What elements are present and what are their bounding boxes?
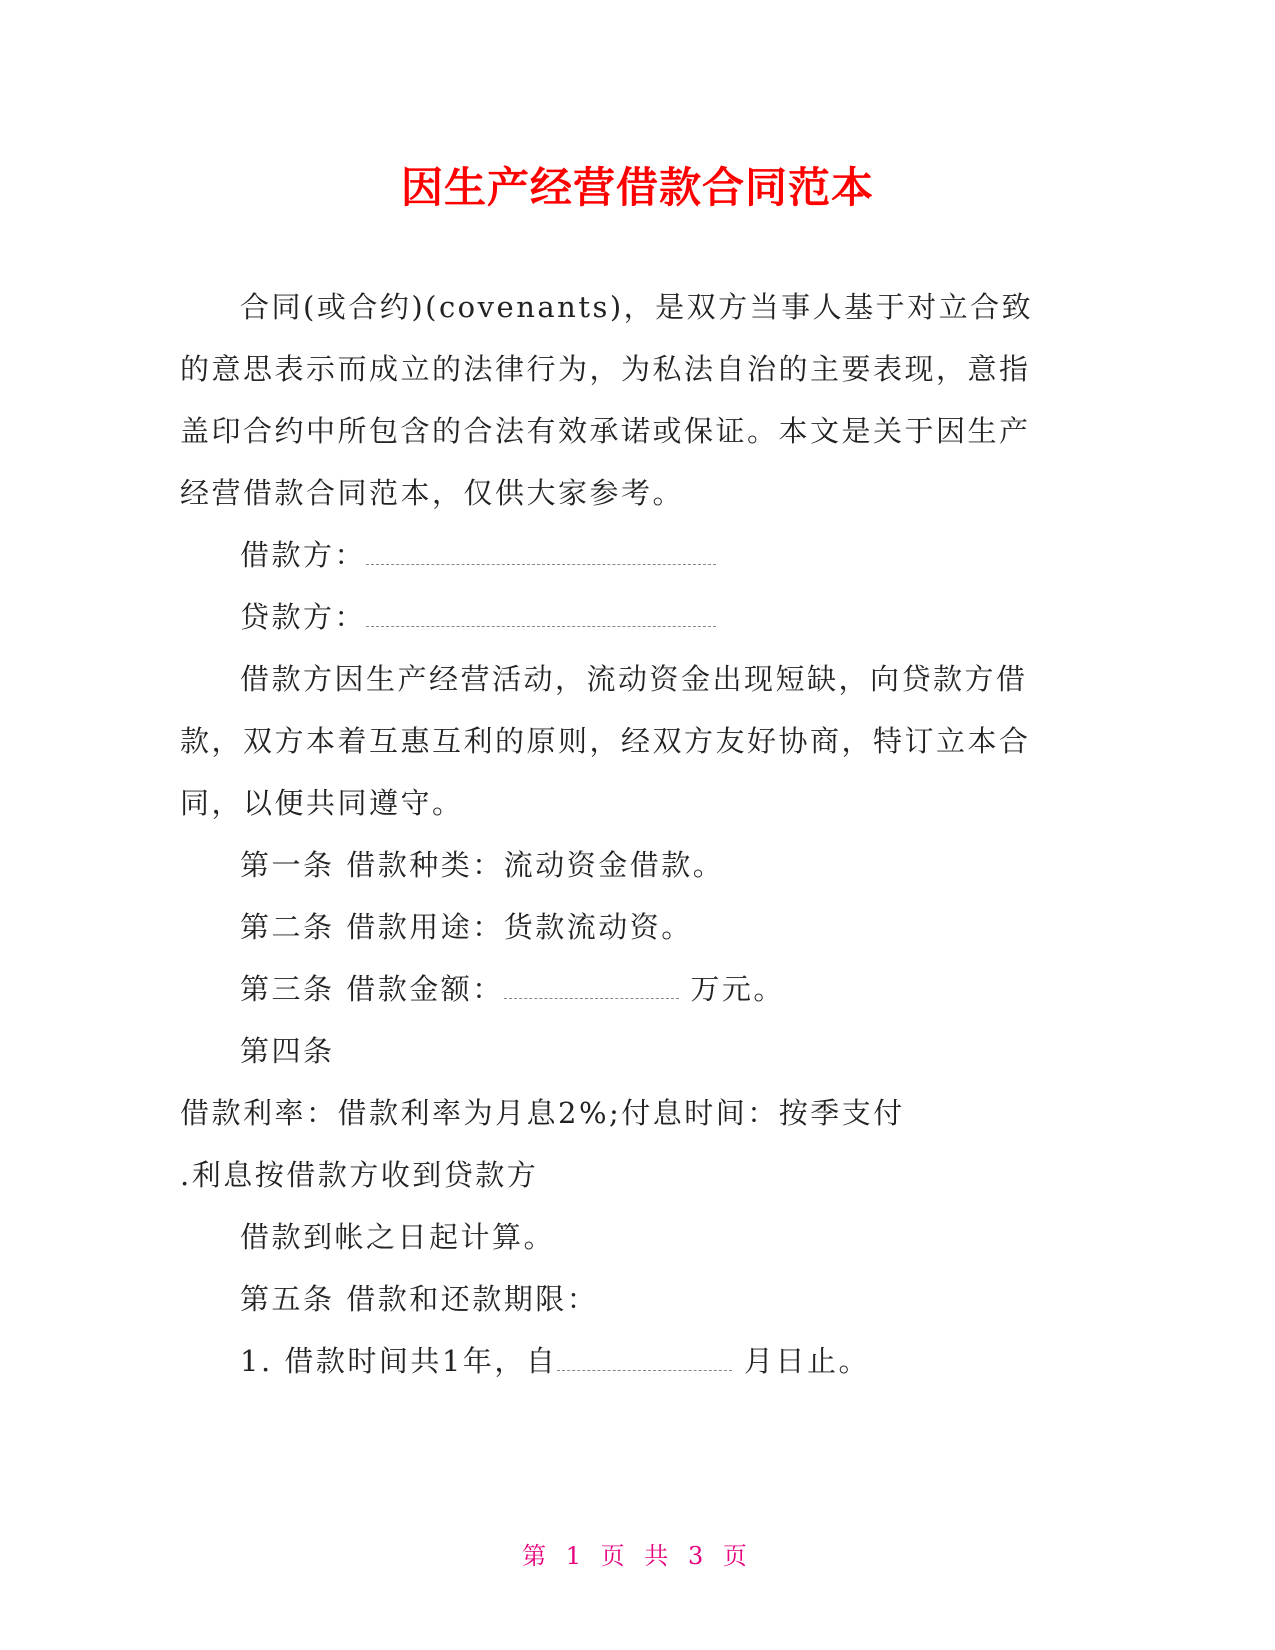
- preamble-line-2: 款，双方本着互惠互利的原则，经双方友好协商，特订立本合: [180, 724, 1031, 758]
- amount-blank: [504, 978, 679, 999]
- lender-label: 贷款方：: [240, 600, 367, 634]
- article-4-heading: 第四条: [240, 1034, 335, 1068]
- article-2: 第二条 借款用途：货款流动资。: [240, 910, 693, 944]
- lender-blank: [366, 606, 716, 627]
- article-3-prefix: 第三条 借款金额：: [240, 972, 504, 1006]
- lender-line: [240, 597, 716, 637]
- article-3: [240, 969, 785, 1009]
- page-footer: 第 1 页 共 3 页: [522, 1542, 753, 1570]
- article-4-line-1: 借款利率：借款利率为月息2%;付息时间：按季支付: [180, 1096, 905, 1130]
- date-blank: [557, 1350, 732, 1371]
- intro-line-3: 盖印合约中所包含的合法有效承诺或保证。本文是关于因生产: [180, 414, 1031, 448]
- intro-line-4: 经营借款合同范本，仅供大家参考。: [180, 476, 685, 510]
- article-3-suffix: 万元。: [678, 972, 785, 1006]
- article-5-heading: 第五条 借款和还款期限：: [240, 1282, 599, 1316]
- document-title: 因生产经营借款合同范本: [400, 163, 874, 212]
- article-5-item-1: [240, 1341, 870, 1381]
- preamble-line-3: 同，以便共同遵守。: [180, 786, 464, 820]
- article-1: 第一条 借款种类：流动资金借款。: [240, 848, 725, 882]
- article-4-line-3: 借款到帐之日起计算。: [240, 1220, 556, 1254]
- intro-line-1: 合同(或合约)(covenants)，是双方当事人基于对立合致: [240, 290, 1034, 324]
- article-5-item-1-prefix: 1. 借款时间共1年，自: [240, 1344, 558, 1378]
- borrower-blank: [366, 544, 716, 565]
- borrower-label: 借款方：: [240, 538, 367, 572]
- article-4-line-2: .利息按借款方收到贷款方: [180, 1158, 539, 1192]
- preamble-line-1: 借款方因生产经营活动，流动资金出现短缺，向贷款方借: [240, 662, 1028, 696]
- borrower-line: [240, 535, 716, 575]
- intro-line-2: 的意思表示而成立的法律行为，为私法自治的主要表现，意指: [180, 352, 1031, 386]
- article-5-item-1-suffix: 月日止。: [732, 1344, 871, 1378]
